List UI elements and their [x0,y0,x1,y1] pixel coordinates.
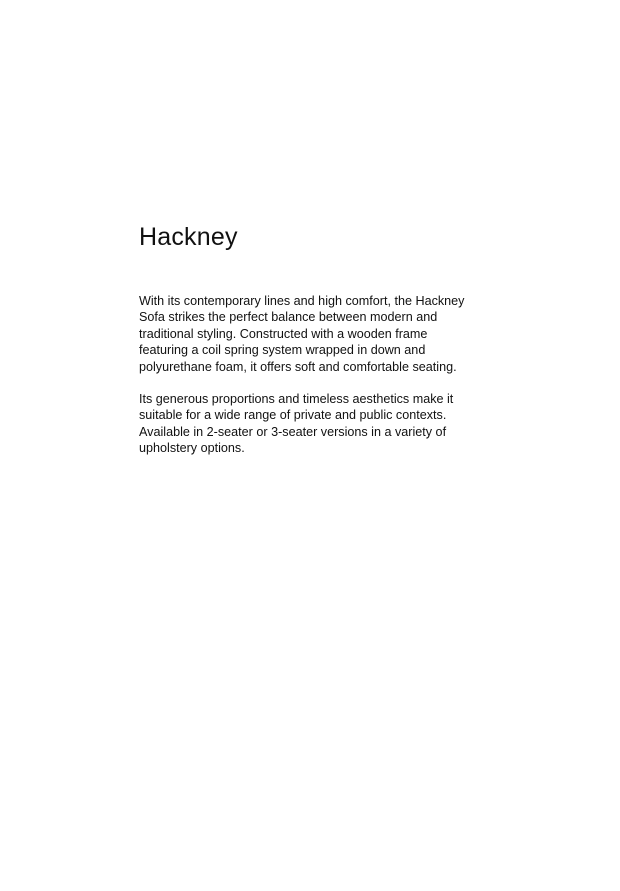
document-title: Hackney [139,223,238,251]
description-paragraph-1: With its contemporary lines and high comfort, the Hackney Sofa strikes the perfect balance between modern and traditional styling. Constructed with a wooden frame featuring a coil spring system wrapped in down and polyurethane foam, it offers soft and comfortable seating. [139,294,465,374]
document-body [139,222,489,457]
description-paragraph-2: Its generous proportions and timeless aesthetics make it suitable for a wide range of private and public contexts. Available in 2-seater or 3-seater versions in a variety of upholstery options. [139,392,454,456]
